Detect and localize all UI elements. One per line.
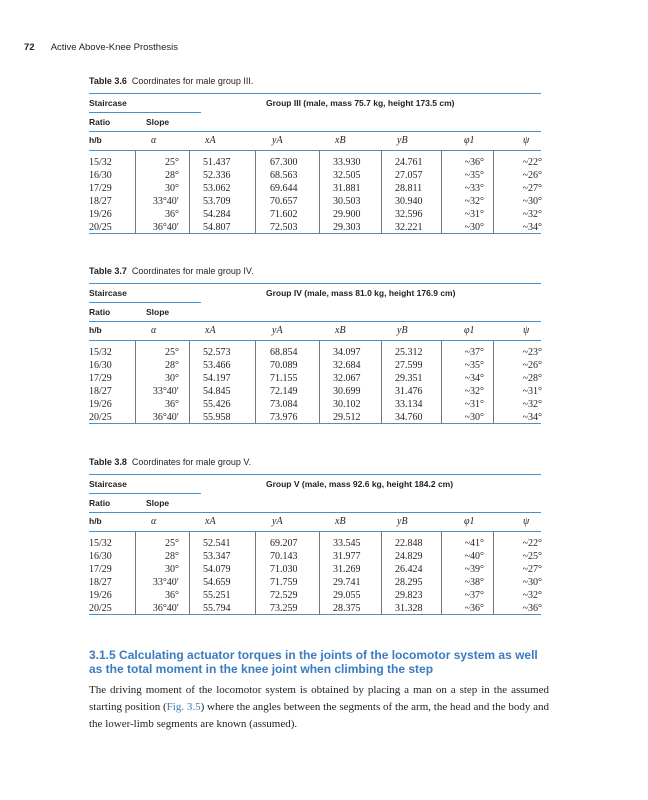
section-3-1-5 [89,648,549,733]
table-cell: ~23° [522,347,542,358]
table-cell: 20/25 [89,603,112,614]
table-cell: 28° [165,360,179,371]
table-cell: 28.811 [395,183,423,194]
section-heading: 3.1.5 Calculating actuator torques in the joints of the locomotor system as well as the total moment in the knee joint when climbing the step [89,648,538,676]
table-cell: 32.221 [395,222,423,233]
table-row [89,564,541,577]
table-row [89,170,541,183]
table-cell: 30.503 [333,196,361,207]
symbol-header: yB [397,325,408,336]
symbol-header: xA [205,516,216,527]
table-cell: ~26° [522,170,542,181]
table-cell: ~34° [464,373,484,384]
symbol-header: yA [272,135,283,146]
table-cell: ~34° [522,222,542,233]
table-cell: 36°40′ [152,412,179,423]
table-cell: ~41° [464,538,484,549]
ratio-header: Ratio [89,307,111,317]
hb-header: h/b [89,135,102,145]
group-header: Group V (male, mass 92.6 kg, height 184.2 cm) [266,479,454,489]
table-cell: ~37° [464,590,484,601]
table-cell: 53.347 [203,551,231,562]
table-cell: ~22° [522,538,542,549]
slope-header: Slope [146,498,170,508]
table-cell: 33.134 [395,399,423,410]
table-cell: 29.351 [395,373,423,384]
table-cell: 16/30 [89,170,112,181]
table-cell: 18/27 [89,196,112,207]
table-row [89,551,541,564]
table-cell: 55.958 [203,412,231,423]
table-header-group [89,94,541,112]
table-cell: 71.030 [270,564,298,575]
table-header-group [89,475,541,493]
symbol-header: ψ [523,135,530,146]
table-cell: 30° [165,373,179,384]
table-cell: 70.089 [270,360,298,371]
table-cell: ~33° [464,183,484,194]
table-cell: ~34° [522,412,542,423]
table-cell: 71.602 [270,209,298,220]
table-cell: 15/32 [89,157,112,168]
table-cell: 16/30 [89,360,112,371]
table-cell: 24.761 [395,157,423,168]
staircase-header: Staircase [89,98,127,108]
table-cell: 19/26 [89,590,112,601]
table-cell: ~36° [464,157,484,168]
slope-header: Slope [146,117,170,127]
symbol-header: ψ [523,325,530,336]
table-cell: 28.295 [395,577,423,588]
section-paragraph: The driving moment of the locomotor system is obtained by placing a man on a step in the assumed starting position (Fig. 3.5) where the angles between the segments of the arm, the head and the body and the lower-limb segments are known (assumed). [89,684,549,730]
table-cell: 31.881 [333,183,361,194]
table-cell: 30.699 [333,386,361,397]
symbol-header: xB [335,135,346,146]
table-cell: 51.437 [203,157,231,168]
table-cell: 72.529 [270,590,298,601]
table-cell: 18/27 [89,386,112,397]
table-cell: 52.573 [203,347,231,358]
table-row [89,196,541,209]
group-header: Group IV (male, mass 81.0 kg, height 176.9 cm) [266,288,456,298]
symbol-header: α [151,325,157,336]
staircase-header: Staircase [89,288,127,298]
table-row [89,590,541,603]
table-cell: ~31° [522,386,542,397]
table-cell: 54.845 [203,386,231,397]
coordinates-table [89,266,541,424]
table-cell: ~25° [522,551,542,562]
table-cell: 54.197 [203,373,231,384]
table-caption-text: Coordinates for male group V. [131,457,252,467]
table-caption-text: Coordinates for male group IV. [131,266,254,276]
table-cell: 18/27 [89,577,112,588]
table-row [89,157,541,170]
table-cell: 36°40′ [152,603,179,614]
table-caption [89,266,541,276]
table-cell: 52.541 [203,538,231,549]
running-header [24,42,178,53]
table-cell: 19/26 [89,209,112,220]
table-row [89,412,541,425]
table-cell: 30.940 [395,196,423,207]
table-cell: 32.596 [395,209,423,220]
table-cell: ~27° [522,183,542,194]
hb-header: h/b [89,325,102,335]
table-cell: 33.930 [333,157,361,168]
table-cell: 15/32 [89,347,112,358]
table-cell: 36°40′ [152,222,179,233]
table-cell: 54.659 [203,577,231,588]
table-cell: ~36° [522,603,542,614]
table-cell: 34.097 [333,347,361,358]
table-cell: 20/25 [89,222,112,233]
table-cell: ~40° [464,551,484,562]
table-cell: 55.794 [203,603,231,614]
table-row [89,222,541,235]
page-number: 72 [24,42,35,53]
table-row [89,183,541,196]
symbol-header: φ1 [464,516,475,527]
table-caption [89,457,541,467]
symbol-header: ψ [523,516,530,527]
table-cell: 25° [165,538,179,549]
table-cell: 30.102 [333,399,361,410]
table-cell: 33°40′ [152,196,179,207]
table-cell: 36° [165,399,179,410]
table-cell: ~26° [522,360,542,371]
table-caption [89,76,541,86]
table-cell: ~39° [464,564,484,575]
table-cell: 19/26 [89,399,112,410]
table-cell: 69.644 [270,183,298,194]
table-cell: 29.741 [333,577,361,588]
table-cell: 67.300 [270,157,298,168]
table-cell: ~32° [522,590,542,601]
table-cell: ~22° [522,157,542,168]
symbol-header: φ1 [464,135,475,146]
table-cell: ~28° [522,373,542,384]
table-cell: 17/29 [89,183,112,194]
table-label: Table 3.6 [89,76,127,86]
symbol-header: yA [272,325,283,336]
table-cell: 27.599 [395,360,423,371]
running-title: Active Above-Knee Prosthesis [50,42,178,53]
table-cell: 15/32 [89,538,112,549]
table-cell: 32.067 [333,373,361,384]
table-cell: 73.976 [270,412,298,423]
hb-header: h/b [89,516,102,526]
table-cell: 31.328 [395,603,423,614]
table-cell: 55.426 [203,399,231,410]
symbol-header: yA [272,516,283,527]
table-cell: ~38° [464,577,484,588]
symbol-header: xA [205,135,216,146]
table-cell: 29.303 [333,222,361,233]
table-cell: 30° [165,564,179,575]
table-cell: 33°40′ [152,386,179,397]
table-row [89,209,541,222]
table-cell: 31.977 [333,551,361,562]
table-cell: 17/29 [89,373,112,384]
table-cell: 29.512 [333,412,361,423]
table-cell: 53.466 [203,360,231,371]
table-cell: 26.424 [395,564,423,575]
table-symbol-row [89,132,541,150]
table-row [89,386,541,399]
table-row [89,373,541,386]
table-cell: 25° [165,347,179,358]
table-cell: 25.312 [395,347,423,358]
table-cell: 72.503 [270,222,298,233]
table-cell: 33.545 [333,538,361,549]
table-cell: ~27° [522,564,542,575]
table-row [89,347,541,360]
table-cell: 36° [165,209,179,220]
table-cell: 54.284 [203,209,231,220]
table-row [89,538,541,551]
table-cell: 71.759 [270,577,298,588]
table-cell: 28° [165,551,179,562]
group-header: Group III (male, mass 75.7 kg, height 173.5 cm) [266,98,455,108]
table-cell: 32.505 [333,170,361,181]
table-symbol-row [89,322,541,340]
table-cell: 73.259 [270,603,298,614]
table-header-group [89,284,541,302]
table-cell: 33°40′ [152,577,179,588]
table-row [89,577,541,590]
table-cell: 55.251 [203,590,231,601]
table-cell: ~30° [464,412,484,423]
table-cell: 70.143 [270,551,298,562]
table-header-sub [89,303,541,321]
table-cell: 68.854 [270,347,298,358]
table-cell: 52.336 [203,170,231,181]
table-label: Table 3.7 [89,266,127,276]
table-cell: 20/25 [89,412,112,423]
table-cell: 31.476 [395,386,423,397]
table-cell: 24.829 [395,551,423,562]
table-cell: ~37° [464,347,484,358]
table-cell: 31.269 [333,564,361,575]
table-cell: 68.563 [270,170,298,181]
table-cell: 69.207 [270,538,298,549]
table-cell: 25° [165,157,179,168]
table-header-sub [89,113,541,131]
table-cell: ~36° [464,603,484,614]
coordinates-table [89,457,541,615]
table-cell: 54.807 [203,222,231,233]
table-cell: 29.823 [395,590,423,601]
table-cell: ~32° [522,209,542,220]
symbol-header: yB [397,516,408,527]
table-cell: 30° [165,183,179,194]
table-cell: 27.057 [395,170,423,181]
figure-link[interactable]: Fig. 3.5 [166,701,201,713]
table-body [89,151,541,233]
symbol-header: xB [335,516,346,527]
table-cell: ~32° [464,386,484,397]
table-cell: ~31° [464,399,484,410]
table-cell: 53.062 [203,183,231,194]
table-cell: 70.657 [270,196,298,207]
ratio-header: Ratio [89,498,111,508]
table-body [89,341,541,423]
table-symbol-row [89,513,541,531]
table-cell: 17/29 [89,564,112,575]
table-cell: ~31° [464,209,484,220]
table-cell: 71.155 [270,373,298,384]
table-label: Table 3.8 [89,457,127,467]
table-cell: 32.684 [333,360,361,371]
table-row [89,603,541,616]
table-cell: 34.760 [395,412,423,423]
table-cell: ~32° [464,196,484,207]
symbol-header: φ1 [464,325,475,336]
table-header-sub [89,494,541,512]
table-body [89,532,541,614]
ratio-header: Ratio [89,117,111,127]
table-cell: 29.055 [333,590,361,601]
coordinates-table [89,76,541,234]
table-cell: 72.149 [270,386,298,397]
table-cell: 28° [165,170,179,181]
slope-header: Slope [146,307,170,317]
table-cell: 54.079 [203,564,231,575]
staircase-header: Staircase [89,479,127,489]
table-cell: 16/30 [89,551,112,562]
table-cell: 29.900 [333,209,361,220]
table-cell: ~30° [464,222,484,233]
table-cell: ~35° [464,170,484,181]
table-cell: 22.848 [395,538,423,549]
table-cell: 53.709 [203,196,231,207]
symbol-header: α [151,516,157,527]
table-cell: ~30° [522,577,542,588]
symbol-header: xA [205,325,216,336]
symbol-header: yB [397,135,408,146]
table-cell: ~32° [522,399,542,410]
table-cell: 36° [165,590,179,601]
table-cell: 28.375 [333,603,361,614]
table-row [89,360,541,373]
symbol-header: xB [335,325,346,336]
table-cell: ~30° [522,196,542,207]
symbol-header: α [151,135,157,146]
table-cell: ~35° [464,360,484,371]
table-caption-text: Coordinates for male group III. [131,76,254,86]
table-row [89,399,541,412]
table-cell: 73.084 [270,399,298,410]
